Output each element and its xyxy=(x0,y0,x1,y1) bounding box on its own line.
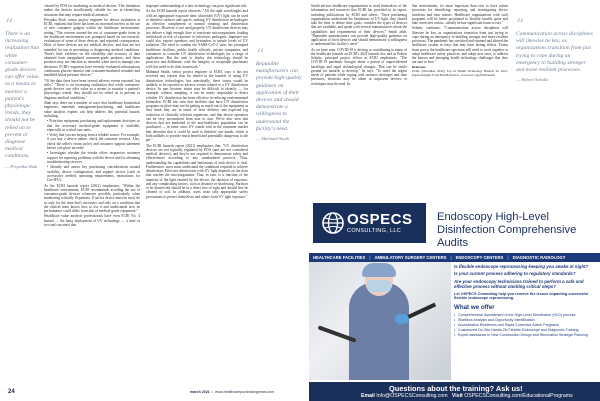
paragraph: Priyanka Shah, senior project engineer for device evaluation at ECRI, explains that there has been an increased interest in the use of new consumer gadgets within the healthcare environment, noting, "The concern around the use of consumer-grade items in the healthcare environment was prompted based on our research, evaluations of some of these devices, and reported consequences. Most of these devices are not medical devices, and thus are not intended for use in preventing or diagnosing medical conditions. There's little evidence on the reliability and accuracy of data obtained from unregulated consumer-grade products, and these products may not function as intended when used to manage care decisions. ECRI's engineers have recently evaluated subcutaneous continuous glucose monitor and consumer-marketed wearable and handheld blood pressure devices." xyxy=(44,17,140,78)
logo-subtitle: CONSULTING, LLC xyxy=(347,228,402,234)
paragraph: Shah says there are a number of ways that healthcare biomedical engineers, materials management/purchasing, and healthcare value analysis experts can help address this potential hazard, including: xyxy=(44,101,140,118)
website-link[interactable]: OSPECSConsulting.com/EducationalPrograms xyxy=(464,393,573,399)
article-column-3 xyxy=(311,4,407,194)
reference-entry: ECRI. (December 2020). Top 10 Health Technology Hazards for 2021: Expert Insights From Health Devices. www.ecri.org/2021hazards xyxy=(412,68,508,77)
article-column-1 xyxy=(44,4,140,384)
technician-photo xyxy=(309,262,451,380)
ad-header xyxy=(309,197,600,252)
offer-item: • Workflow Analysis and Opportunity Identification xyxy=(454,318,598,323)
issue-month: march 2021 xyxy=(190,390,210,394)
offer-item: • Comprehensive Assessment of the High-Level Disinfection (HLD) process xyxy=(454,313,598,318)
logo-name: OSPECS xyxy=(347,211,413,228)
ad-category-band: HEALTHCARE FACILITIES | AMBULATORY SURGERY CENTERS | ENDOSCOPY CENTERS | DIAGNOSTIC RADIOLOGY xyxy=(309,253,600,262)
globe-icon xyxy=(321,211,345,235)
quote-mark-icon: “ xyxy=(516,15,525,34)
bullet-item: • Prioritize equipment purchasing and replacement decisions so that the necessary medical-grade equipment is available, especially in critical care units. xyxy=(47,119,140,132)
offer-list xyxy=(454,313,598,338)
paragraph: that environment, it's more important than ever to have robust processes for identifying, reporting, and investigating device incidents and near misses. Healthcare organizations with such programs will be better positioned to identify trouble spots and take corrective action—ideally before significant harm occurs." xyxy=(412,4,508,25)
issue-line: march 2021 • www.healthcarepurchasingnews.com xyxy=(190,390,275,394)
issue-site[interactable]: www.healthcarepurchasingnews.com xyxy=(215,390,275,394)
ad-pitch xyxy=(454,292,598,302)
bullet-item: • Investigate whether the vendor offers responsive customer support for reporting problems with the device and for obtaining troubleshooting services. xyxy=(47,151,140,164)
paragraph: "Of the data there have been several adverse events reported, but stills," "There is an increasing realization that while consumer-grade devices can offer value as a means to monitor a patient's physiologic trends, they should not be relied on to prevent or diagnose medical conditions." xyxy=(44,78,140,100)
paragraph: As the ECRI hazards report (2021) emphasizes, "Within the healthcare environment, ECRI recommends avoiding the use of consumer-grade devices whenever possible, particularly when monitoring critically ill patients. If such a device must be used, do so only for the time that's necessary and only on a condition that the clinical team knows how to use it and understands how its performance could differ from that of medical-grade equipment." xyxy=(44,183,140,213)
paragraph: Mahmud Smith, senior project engineer at ECRI, says it has not received any reports thus far related to the hazards of using UV disinfection technologies, but anecdotally, these issues would be unlikely to be reported as adverse events related to a UV disinfection device. In part because issues may be difficult to identify — for example, without sampling, it can be nearly impossible to detect whether UV disinfection has been effective in reducing environmental bioburden. ECRI has seen that facilities that have UV disinfection programs in place may not be getting as much out of the equipment as they think they are in terms of dose delivery and expected log reduction of clinically relevant organisms, and that device operation can be very inconsistent from user to user. We've also seen that devices that are marketed to the non-healthcare population can be purchased — in some cases UV wands sold in the consumer market that advertise that it could be used to disinfect one hands, which is both unlikely to provide much benefit and potentially dangerous to the pet." xyxy=(146,70,248,143)
article-column-4 xyxy=(412,4,508,194)
offer-item: • Accreditation Readiness and Rapid Corrective Action Programs xyxy=(454,323,598,328)
offer-item: • Customized On-Site Hands-On Flexible Endoscope and Diagnostic Training xyxy=(454,328,598,333)
pull-quote-right xyxy=(516,15,594,83)
quote-mark-icon: “ xyxy=(5,15,14,34)
paragraph: As we have seen, COVID-19 is driving or contributing to many of the healthcare hazards on ECRI's 2021 hazards list, and as Robert Schultz, principal project officer at ECRI emphasizes, "The COVID-19 pandemic brought about a period of unprecedented hardships and rapid technological changes. That can be fertile ground for hazards to develop," he says. "To meet the urgent needs of patients while coping with resource shortages and time pressures, shortcuts may be taken or unproven devices or techniques may be used. In xyxy=(311,47,407,86)
bullet-item: • Verify that you are buying from a reliable source. For example, if you buy a device online, check the customer reviews. Also, check the seller's return policy and customer support statement before you place an order. xyxy=(47,133,140,150)
paragraph: As the ECRI hazards report observes, "All the right wavelengths and with an appropriate exposure time, ultraviolet (UV) light can be used to disinfect surfaces and spaces, making UV disinfection technologies an effective complement to normal cleaning and disinfection processes. However, if not used properly, UV disinfection devices may not deliver a high enough dose to inactivate microorganisms, leading individuals at risk of exposure to infectious pathogens. Improper use could also expose operators and bystanders to unsafe levels of UV radiation. The need to combat the SARS-CoV-2 virus has prompted healthcare facilities, public health officials, private companies, and consumers to consider UV disinfection technologies for a range of applications. But the rush to deploy this technology should be proactive and deliberate, with the integrity of acceptable purchasers will first need to do their homework." xyxy=(146,9,248,69)
ad-question: Is flexible endoscope reprocessing keeping you awake at night? xyxy=(454,264,589,269)
offer-heading: What we offer xyxy=(454,304,495,312)
paragraph: Healthcare value analysis professionals have even ECRI No. 4 hazard — the hasty deployment of UV technology — a time or two and can attest that xyxy=(44,214,140,227)
ad-pitch-text: Let OSPECS Consulting help you remove the issues impacting successful flexible endoscope reprocessing. xyxy=(454,291,588,301)
email-link[interactable]: Info@OSPECSConsulting.com xyxy=(376,393,448,399)
paragraph: Schultz continues, "Communication across disciplines will likewise be key, as organizations transition from just trying to cope during an emergency to building stronger and more resilient processes. The pandemic has stretched and strained and altered the healthcare system in ways that may have lasting effects. Teams from across the healthcare spectrum will need to work together to adopt healthcare safety practices, and adopt new ones, to address the known and emerging health technology challenges that they are sure to face." xyxy=(412,26,508,65)
pull-quote-text: Reputable manufacturers can provide high-quality guidance on application of their devices and should demonstrate a willingness to understand the facility's need. xyxy=(256,61,302,132)
ad-cta: Questions about the training? Ask us! xyxy=(389,384,523,393)
page-number: 24 xyxy=(8,389,15,395)
band-item: ENDOSCOPY CENTERS xyxy=(455,255,504,260)
paragraph: cleared by FDA for marketing as medical devices. This limitation makes the devices insufficiently reliable for use in identifying situations that may require medical attention." xyxy=(44,4,140,17)
quote-mark-icon: “ xyxy=(256,45,265,64)
email-label: Email xyxy=(361,393,375,399)
ad-contact-bar xyxy=(309,382,600,401)
pull-quote-attribution: — Priyanka Shah xyxy=(5,163,38,169)
ad-copy xyxy=(454,264,598,382)
pull-quote-attribution: — Robert Schultz xyxy=(516,77,549,83)
references-heading: Reference xyxy=(412,64,426,69)
ad-contact-line xyxy=(361,393,573,399)
ad-title: Endoscopy High-Level Disinfection Comprehensive Audits xyxy=(437,211,577,249)
offer-item: • Expert assistance in New Construction Design and Renovation Strategic Planning xyxy=(454,333,598,338)
ospecs-logo[interactable] xyxy=(313,203,426,243)
pull-quote-attribution: — Mahmud Smith xyxy=(256,136,290,142)
pull-quote-middle xyxy=(256,45,308,142)
ad-question: Is your current process adhering to regulatory standards? xyxy=(454,271,576,277)
article-column-2 xyxy=(146,4,248,384)
bullet-item: • Identify and assess key purchasing considerations around usability, device configuration, and support factors (such as accessories needed, operating requirements, instructions for Use-IFU). xyxy=(47,165,140,183)
paragraph: improper understanding of a new technology can pose significant risk. xyxy=(146,4,248,8)
references xyxy=(412,66,508,78)
band-item: DIAGNOSTIC RADIOLOGY xyxy=(512,255,566,260)
paragraph: The ECRI hazards report (2021) emphasizes that, "UV disinfection devices are not typically regulated by FDA (and are not considered medical devices), and they're not required to demonstrate safety and effectiveness according to any standardized protocol. Thus, understanding the capabilities and limitations of each device is vital. Furthermore, users must understand the conditions required to achieve disinfection. Effective disinfection with UV light depends on the dose that reaches the microorganisms. That, in turn, is a function of the intensity of the light emitted by the device, the duration of exposure, and any complicating factors, such as distance or shadowing. Surfaces to be disinfected should be in a direct line of sight and should first be cleaned of soil. In addition, users must take appropriate safety precautions to protect themselves and others from UV light exposure." xyxy=(146,143,248,199)
paragraph: Smith advises healthcare organizations to avail themselves of the information and resources that ECRI has provided in its report, including publications by ECRI and others. "Once purchasing organizations understand the limitations of UV light, they should take the time to define their goals, consider the types of devices that are available, and speak with several manufacturers about the capabilities and requirements of their devices," Smith adds. "Reputable manufacturers can provide high-quality guidance on application of their devices and should demonstrate a willingness to understand the facility's need." xyxy=(311,4,407,47)
band-item: AMBULATORY SURGERY CENTERS xyxy=(374,255,447,260)
ad-question: Are your endoscopy technicians trained to perform a safe and effective process without omitting critical steps? xyxy=(454,278,584,290)
pull-quote-text: There is an increasing realization that while consumer-grade devices can offer value as a means to monitor a patient's physiologic trends, they should not be relied on to prevent or diagnose medical conditions. xyxy=(5,31,40,160)
visit-label: Visit xyxy=(451,393,463,399)
pull-quote-left xyxy=(5,15,41,170)
advertisement[interactable] xyxy=(309,197,600,401)
band-item: HEALTHCARE FACILITIES xyxy=(313,255,366,260)
pull-quote-text: Communication across disciplines will likewise be key, as organizations transition from just trying to cope during an emergency to building stronger and more resilient processes. xyxy=(516,31,593,74)
